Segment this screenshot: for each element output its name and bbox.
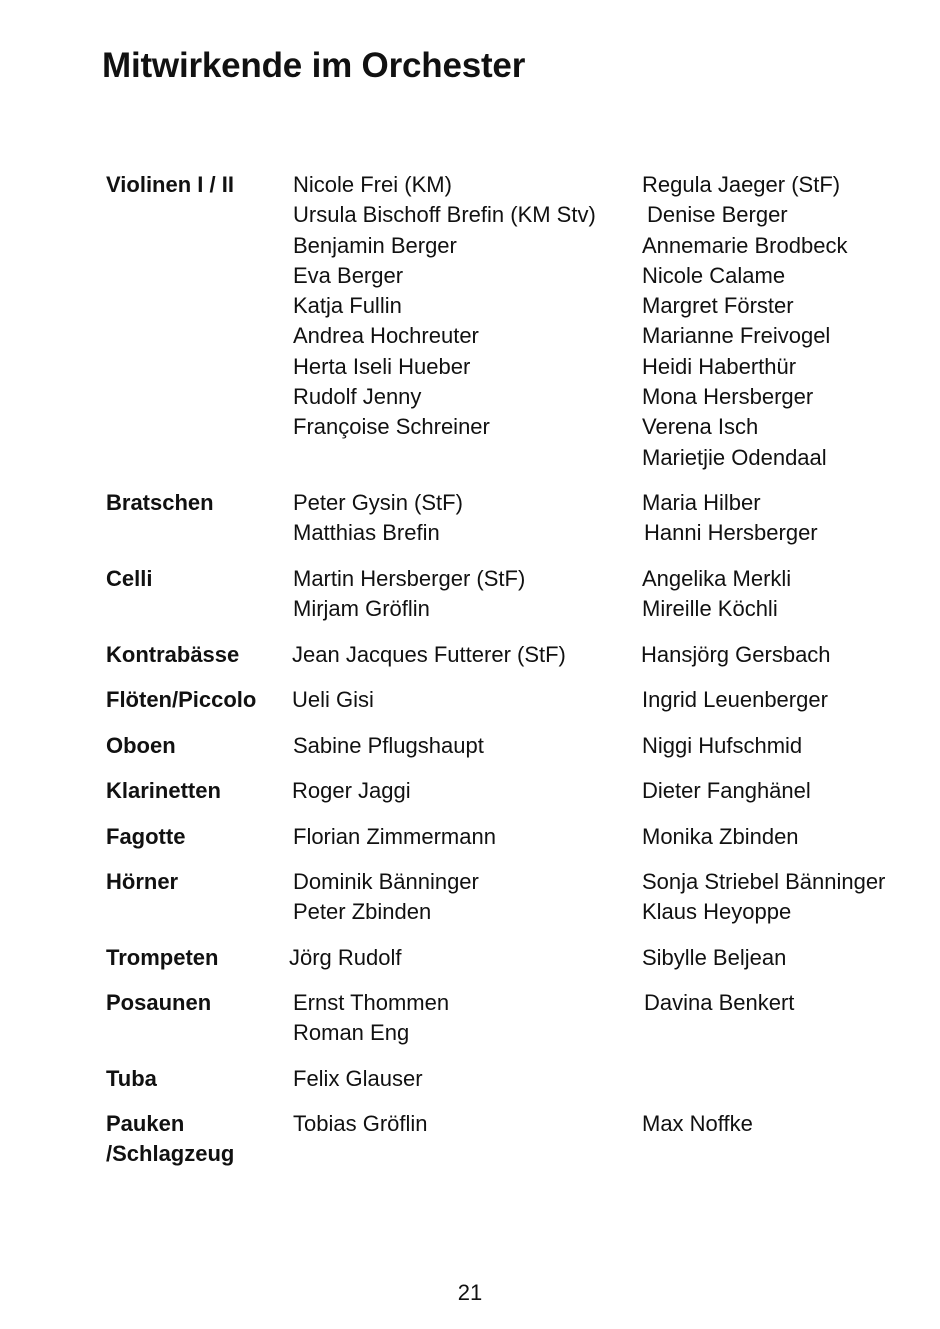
column-left xyxy=(293,1064,423,1094)
column-left xyxy=(293,170,596,443)
musician-name: Davina Benkert xyxy=(644,990,795,1015)
musician-name: Heidi Haberthür xyxy=(642,353,797,379)
column-left xyxy=(293,488,463,549)
column-left xyxy=(292,685,374,715)
musician-name: Denise Berger xyxy=(647,202,788,228)
musician-name: Marianne Freivogel xyxy=(642,323,831,349)
musician-name: Roger Jaggi xyxy=(292,778,411,803)
musician-name: Nicole Frei (KM) xyxy=(293,172,452,197)
musician-name: Dieter Fanghänel xyxy=(642,778,811,803)
musician-name: Eva Berger xyxy=(293,262,404,288)
column-right xyxy=(642,822,799,852)
section-label: Trompeten xyxy=(106,945,219,970)
musician-name: Max Noffke xyxy=(642,1111,753,1136)
page-title: Mitwirkende im Orchester xyxy=(102,46,526,85)
musician-name: Angelika Merkli xyxy=(642,566,792,591)
musician-name: Sibylle Beljean xyxy=(642,945,787,970)
column-left xyxy=(293,867,479,928)
musician-name: Dominik Bänninger xyxy=(293,869,479,894)
column-right xyxy=(642,488,818,549)
column-right xyxy=(642,731,802,761)
musician-name: Monika Zbinden xyxy=(642,824,799,849)
musician-name: Martin Hersberger (StF) xyxy=(293,566,526,591)
column-left xyxy=(293,564,525,625)
musician-name: Margret Förster xyxy=(642,293,794,319)
section-label: Tuba xyxy=(106,1066,157,1091)
column-left xyxy=(293,988,449,1049)
section-label: Klarinetten xyxy=(106,778,221,803)
musician-name: Jean Jacques Futterer (StF) xyxy=(292,642,566,667)
column-left xyxy=(292,776,411,806)
musician-name: Françoise Schreiner xyxy=(293,414,490,440)
musician-name: Ursula Bischoff Brefin (KM Stv) xyxy=(293,202,596,228)
column-left xyxy=(293,822,496,852)
section-label: Posaunen xyxy=(106,990,212,1015)
musician-name: Felix Glauser xyxy=(293,1066,423,1091)
musician-name: Mona Hersberger xyxy=(642,384,814,410)
column-right xyxy=(642,685,828,715)
section-label: Violinen I / II xyxy=(106,172,234,197)
musician-name: Verena Isch xyxy=(642,414,759,440)
musician-name: Sabine Pflugshaupt xyxy=(293,733,484,758)
musician-name: Andrea Hochreuter xyxy=(293,323,479,349)
musician-name: Roman Eng xyxy=(293,1020,410,1046)
musician-name: Peter Zbinden xyxy=(293,899,432,925)
column-right xyxy=(642,867,885,928)
column-right xyxy=(642,1109,753,1139)
section-label: Oboen xyxy=(106,733,176,758)
musician-name: Hansjörg Gersbach xyxy=(641,642,831,667)
musician-name: Sonja Striebel Bänninger xyxy=(642,869,886,894)
page-number: 21 xyxy=(457,1280,483,1305)
musician-name: Herta Iseli Hueber xyxy=(293,353,471,379)
musician-name: Tobias Gröflin xyxy=(293,1111,428,1136)
musician-name: Hanni Hersberger xyxy=(644,520,818,546)
column-right xyxy=(644,988,794,1018)
musician-name: Matthias Brefin xyxy=(293,520,440,546)
musician-name: Ingrid Leuenberger xyxy=(642,687,828,712)
section-label: Kontrabässe xyxy=(106,642,240,667)
column-right xyxy=(641,640,831,670)
section-label: Fagotte xyxy=(106,824,186,849)
musician-name: Benjamin Berger xyxy=(293,232,457,258)
musician-name: Maria Hilber xyxy=(642,490,761,515)
musician-name: Florian Zimmermann xyxy=(293,824,496,849)
musician-name: Klaus Heyoppe xyxy=(642,899,792,925)
musician-name: Peter Gysin (StF) xyxy=(293,490,463,515)
musician-name: Nicole Calame xyxy=(642,262,786,288)
musician-name: Mirjam Gröflin xyxy=(293,596,430,622)
column-right xyxy=(642,564,791,625)
column-right xyxy=(642,170,847,473)
section-label: Celli xyxy=(106,566,153,591)
musician-name: Katja Fullin xyxy=(293,293,402,319)
musician-name: Rudolf Jenny xyxy=(293,384,422,410)
section-label: Pauken /Schlagzeug xyxy=(106,1111,235,1167)
musician-name: Ernst Thommen xyxy=(293,990,450,1015)
column-left xyxy=(293,731,484,761)
musician-name: Marietjie Odendaal xyxy=(642,444,827,470)
section-label: Bratschen xyxy=(106,490,214,515)
musician-name: Ueli Gisi xyxy=(292,687,374,712)
musician-name: Niggi Hufschmid xyxy=(642,733,803,758)
column-left xyxy=(293,1109,428,1139)
column-right xyxy=(642,776,811,806)
column-left xyxy=(292,640,566,670)
column-right xyxy=(642,943,786,973)
section-label: Hörner xyxy=(106,869,179,894)
section-label: Flöten/Piccolo xyxy=(106,687,257,712)
musician-name: Jörg Rudolf xyxy=(289,945,402,970)
musician-name: Mireille Köchli xyxy=(642,596,778,622)
musician-name: Regula Jaeger (StF) xyxy=(642,172,841,197)
column-left xyxy=(289,943,402,973)
musician-name: Annemarie Brodbeck xyxy=(642,232,848,258)
